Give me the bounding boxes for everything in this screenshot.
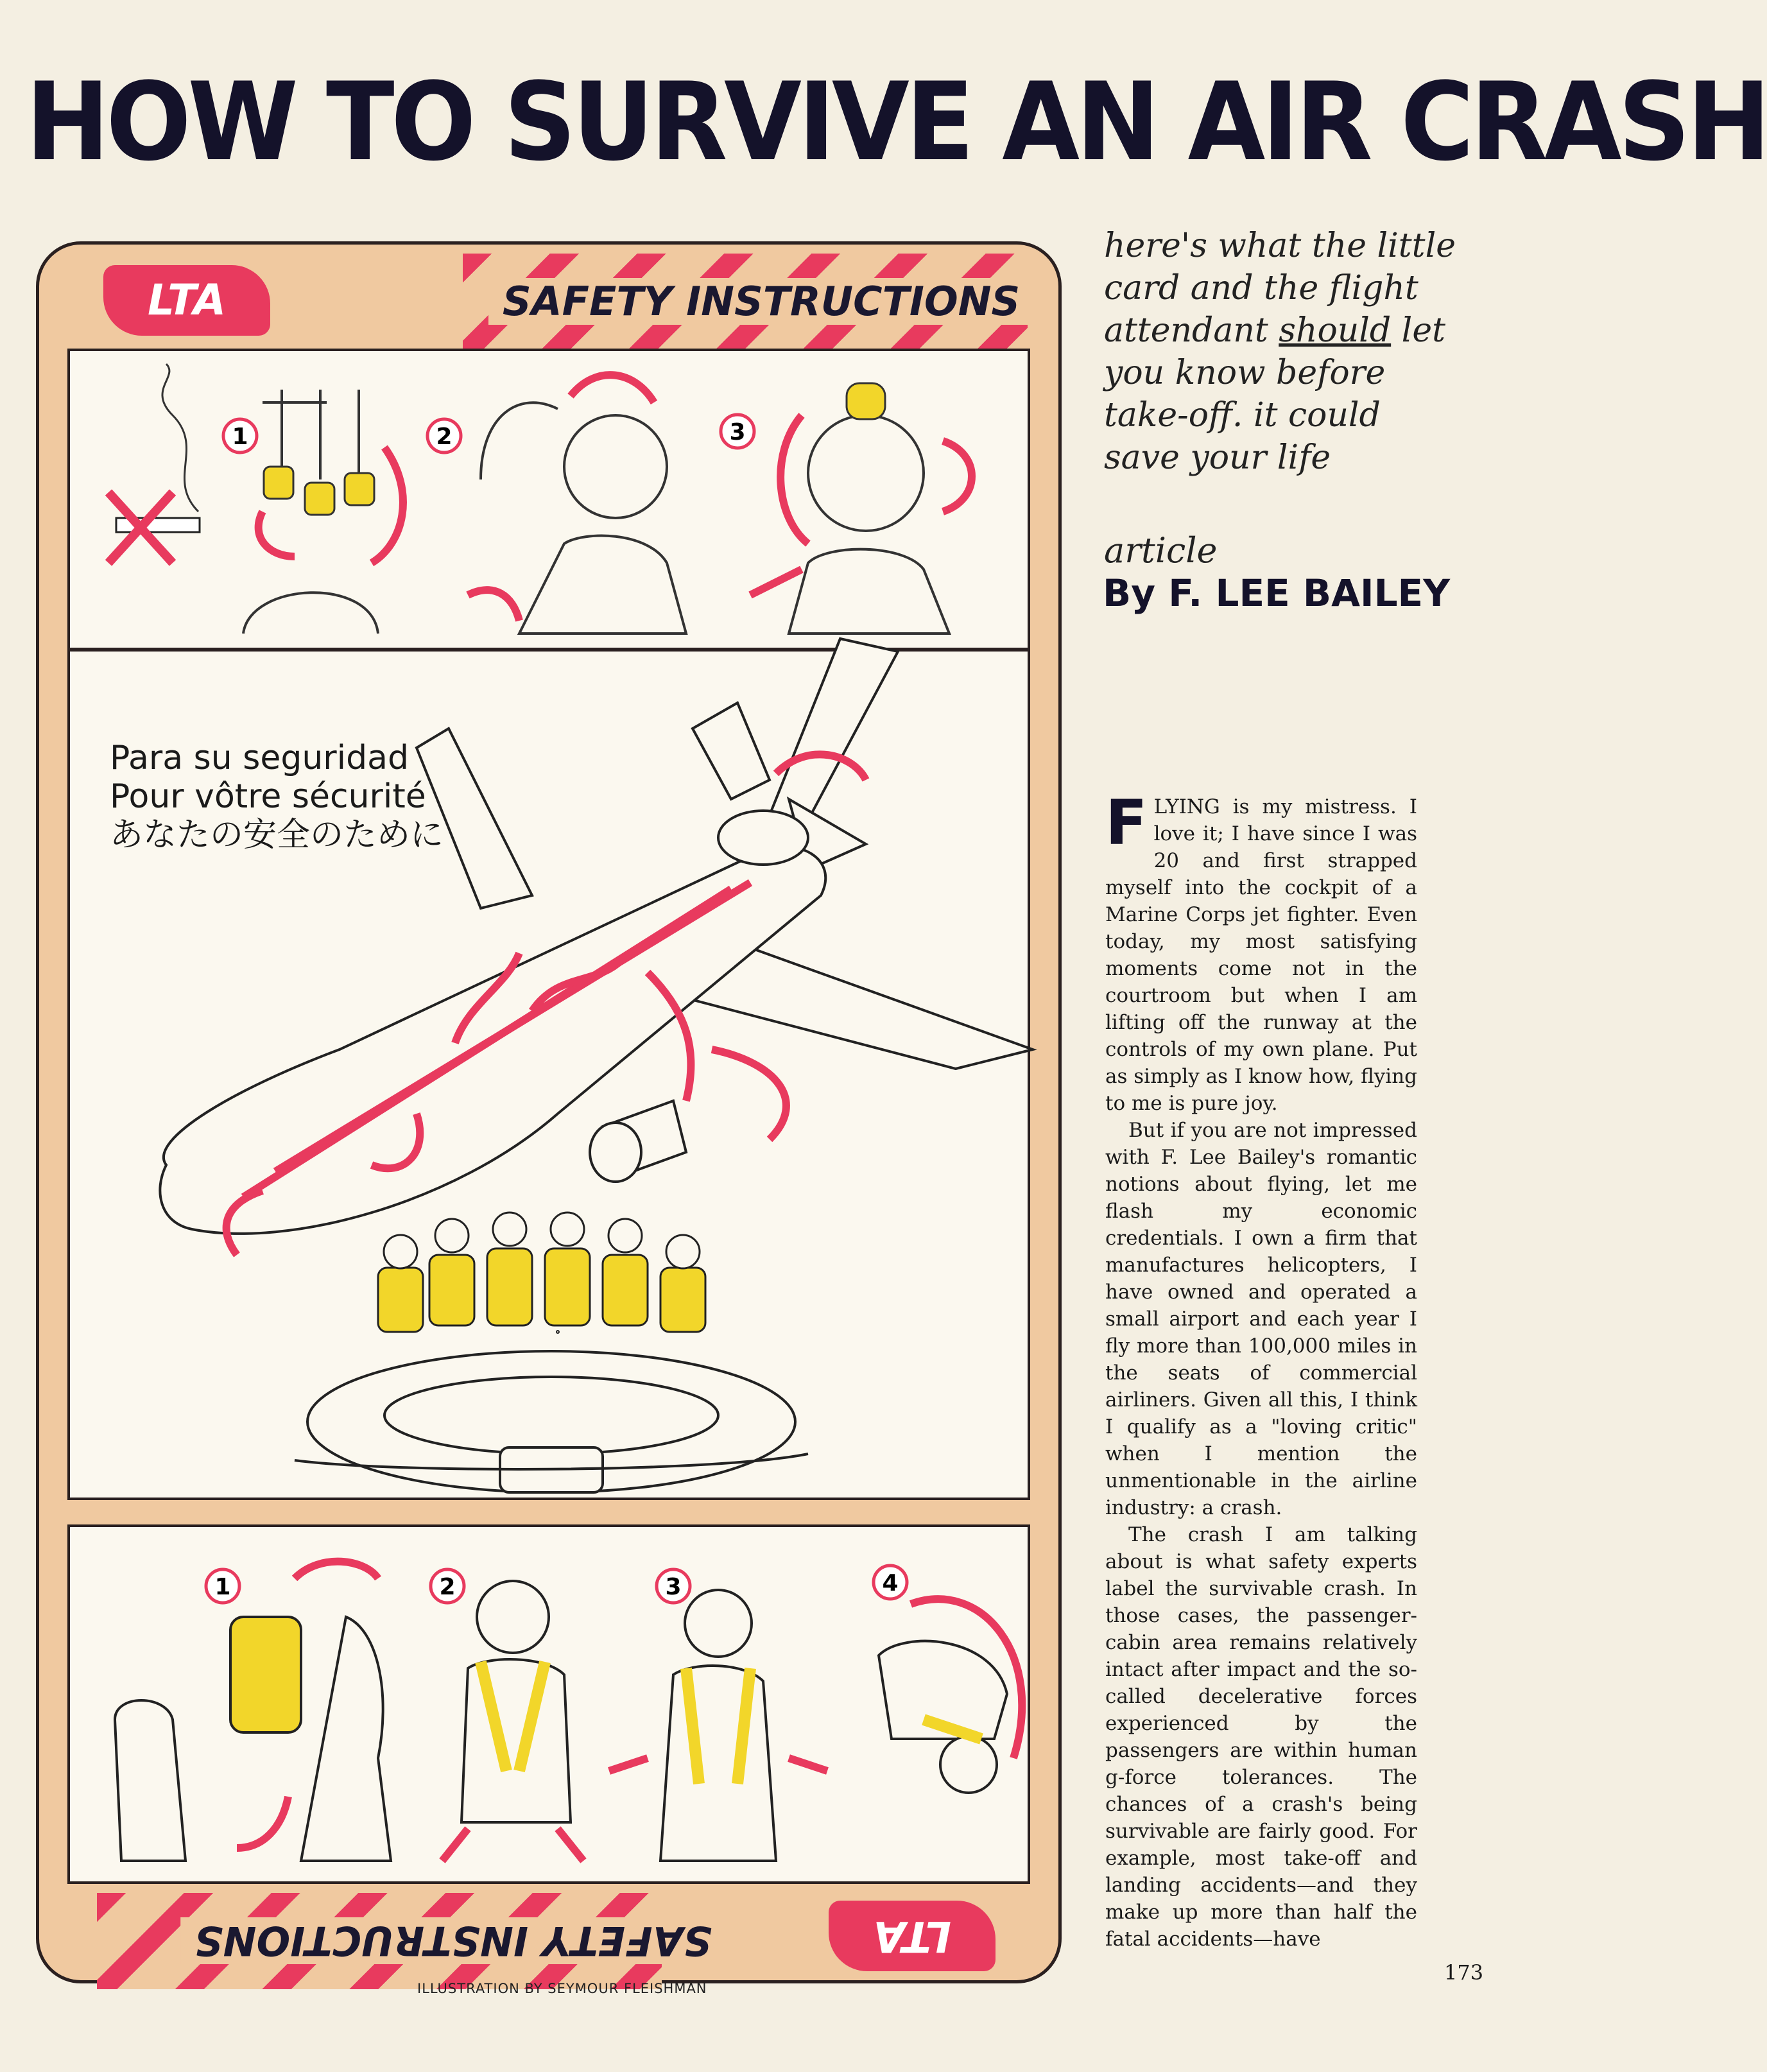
step-3-circle	[657, 1569, 690, 1603]
step-4-circle	[874, 1566, 907, 1599]
life-vest-panel	[67, 1524, 1030, 1884]
byline: By F. LEE BAILEY	[1103, 571, 1451, 615]
drop-cap: F	[1105, 787, 1148, 859]
no-smoking-icon	[108, 364, 200, 563]
paragraph-1	[1105, 787, 1417, 1117]
life-vest-illustration	[70, 1527, 1028, 1881]
safety-band-top	[463, 254, 1028, 350]
woman-wearing-mask	[750, 383, 972, 634]
safety-card	[36, 241, 1062, 1983]
step-2-circle	[427, 419, 461, 453]
step-3-circle	[721, 415, 754, 448]
safety-phrase-spanish: Para su seguridad	[110, 739, 409, 777]
aircraft-outline	[160, 639, 1033, 1333]
airline-logo: LTA	[103, 265, 270, 336]
headline: HOW TO SURVIVE AN AIR CRASH	[26, 59, 1767, 185]
paragraph-3: The crash I am talking about is what safety experts label the survivable crash. In those cases, the passenger-cabin area remains relatively intact after impact and the so-called decelerative forces experienced by the passengers are within human g-force tolerances. The chances of a crash's being survivable are fairly good. For example, most take-off and landing accidents—and they make up more than half the fatal accidents—have	[1105, 1523, 1417, 1951]
passengers-in-vests	[378, 1213, 705, 1332]
dek-text-2: let you know before take-off. it could save your life	[1104, 311, 1445, 477]
step-number: 4	[882, 1570, 899, 1596]
oxygen-mask-illustration	[70, 351, 1028, 648]
dek	[1104, 225, 1463, 479]
article-body	[1105, 787, 1417, 1953]
article-label: article	[1104, 530, 1218, 571]
paragraph-2: But if you are not impressed with F. Lee Bailey's romantic notions about flying, let me flash my economic credentials. I own a firm that manufactures helicopters, I have owned and operated a small airport and each year I fly more than 100,000 miles in the seats of commercial airliners. Given all this, I think I qualify as a "loving critic" when I mention the unmentionable in the airline industry: a crash.	[1105, 1119, 1417, 1519]
vest-from-seat	[115, 1562, 391, 1861]
step-1-circle	[206, 1569, 239, 1603]
vest-inflate	[879, 1599, 1022, 1793]
hanging-masks	[243, 390, 403, 634]
band-label-bottom: SAFETY INSTRUCTIONS	[180, 1917, 726, 1964]
safety-phrase-french: Pour vôtre sécurité	[110, 777, 426, 816]
dek-emphasis: should	[1279, 311, 1392, 350]
dek-text-1: here's what the little card and the flight attendant	[1104, 227, 1456, 350]
oxygen-mask-panel	[67, 349, 1030, 650]
paragraph-1-text: is my mistress. I love it; I have since I was 20 and first strapped myself into the cockpit of a Marine Corps jet fighter. Even today, my most satisfying moments come not in the courtroom but when I am lifting off the runway at the controls of my own plane. Put as simply as I know how, flying to me is pure joy.	[1105, 795, 1417, 1115]
page-number: 173	[1444, 1960, 1484, 1985]
step-number: 1	[232, 424, 248, 450]
airline-logo-inverted: LTA	[829, 1901, 996, 1971]
woman-pulling-mask	[468, 375, 686, 634]
step-number: 2	[439, 1574, 456, 1600]
step-1-circle	[223, 419, 257, 453]
aircraft-evacuation-illustration	[70, 652, 1028, 1498]
evacuation-panel	[67, 649, 1030, 1500]
illustration-credit: ILLUSTRATION BY SEYMOUR FLEISHMAN	[417, 1981, 707, 1996]
lead-in: LYING	[1153, 795, 1220, 818]
step-number: 3	[729, 419, 746, 445]
life-raft	[295, 1351, 808, 1492]
step-2-circle	[431, 1569, 464, 1603]
step-number: 1	[214, 1574, 231, 1600]
step-number: 3	[665, 1574, 682, 1600]
safety-phrase-japanese: あなたの安全のために	[110, 816, 444, 854]
step-number: 2	[436, 424, 453, 450]
band-label-top: SAFETY INSTRUCTIONS	[488, 278, 1034, 325]
vest-tie-straps	[609, 1590, 827, 1861]
vest-over-head	[442, 1581, 583, 1861]
